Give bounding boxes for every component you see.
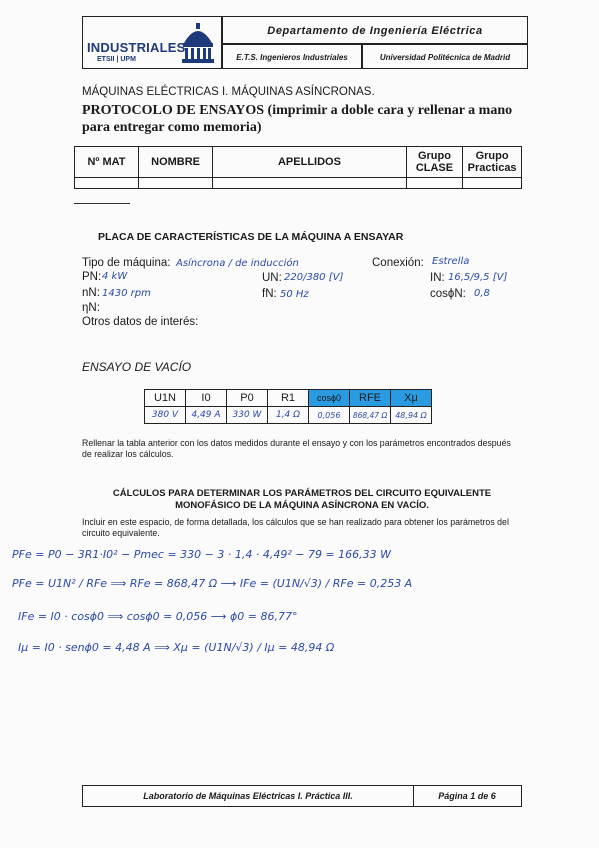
vac-value-r1: 1,4 Ω [268,407,309,424]
vac-value-rfe: 868,47 Ω [350,407,391,424]
header-grupo-clase: Grupo CLASE [406,147,463,178]
un-label: UN: [262,272,282,284]
pn-label: PN: [82,271,102,283]
fn-label: fN: [262,288,277,300]
vac-value-p0: 330 W [227,407,268,424]
footer-page-number: Página 1 de 6 [438,791,496,801]
cos-value: 0,8 [474,288,490,299]
un-value: 220/380 [V] [284,272,344,283]
vac-value-i0: 4,49 A [186,407,227,424]
tipo-label: Tipo de máquina: [82,257,171,269]
vac-value-cos: 0,056 [309,407,350,424]
field-apellidos[interactable] [213,178,406,189]
conexion-label: Conexión: [372,257,424,269]
vac-value-xmu: 48,94 Ω [391,407,432,424]
footer-lab-title: Laboratorio de Máquinas Eléctricas I. Práctica III. [83,786,414,806]
eta-label: ηN: [82,302,100,314]
in-value: 16,5/9,5 [V] [448,272,508,283]
conexion-value: Estrella [432,256,470,267]
vac-header-xmu: Xμ [391,390,432,407]
vac-value-u1n: 380 V [145,407,186,424]
fn-value: 50 Hz [280,289,309,300]
field-nombre[interactable] [138,178,212,189]
tipo-value: Asíncrona / de inducción [176,258,299,269]
field-grupo-practicas[interactable] [463,178,522,189]
calculos-note: Incluir en este espacio, de forma detallada, los cálculos que se han realizado para obtener los parámetros del circuito equivalente. [82,517,509,538]
vac-header-cos: cosϕ0 [309,390,350,407]
school-name: E.T.S. Ingenieros Industriales [222,44,362,69]
calc-line-3: IFe = I0 · cosϕ0 ⟹ cosϕ0 = 0,056 ⟶ ϕ0 = 86,77° [18,610,298,623]
nn-label: nN: [82,287,100,299]
calc-line-2: PFe = U1N² / RFe ⟹ RFe = 868,47 Ω ⟶ IFe = (U1N/√3) / RFe = 0,253 A [12,577,413,590]
footer [82,785,522,807]
vac-header-r1: R1 [268,390,309,407]
department-name: Departamento de Ingeniería Eléctrica [222,16,528,44]
logo-subtext: ETSII | UPM [97,56,136,63]
subject-title: MÁQUINAS ELÉCTRICAS I. MÁQUINAS ASÍNCRONAS. [82,86,375,98]
student-table [74,146,522,189]
otros-label: Otros datos de interés: [82,316,199,328]
field-grupo-clase[interactable] [406,178,463,189]
vacio-note: Rellenar la tabla anterior con los datos medidos durante el ensayo y con los parámetros encontrados después de realizar los cálculos. [82,438,511,459]
pn-value: 4 kW [102,271,128,282]
vac-header-rfe: RFE [350,390,391,407]
dome-icon [181,21,215,65]
in-label: IN: [430,272,445,284]
vac-header-p0: P0 [227,390,268,407]
vacio-table [144,389,432,424]
header-apellidos: APELLIDOS [213,147,406,178]
protocol-title: PROTOCOLO DE ENSAYOS (imprimir a doble cara y rellenar a mano para entregar como memoria) [82,103,513,135]
field-num-mat[interactable] [75,178,139,189]
cos-label: cosϕN: [430,288,466,300]
divider [74,203,130,204]
logo-text: INDUSTRIALES [87,40,186,55]
nn-value: 1430 rpm [102,288,151,299]
calculos-title: CÁLCULOS PARA DETERMINAR LOS PARÁMETROS DEL CIRCUITO EQUIVALENTE MONOFÁSICO DE LA MÁQUINA ASÍNCRONA EN VACÍO. [112,488,492,511]
vac-header-i0: I0 [186,390,227,407]
university-name: Universidad Politécnica de Madrid [362,44,528,69]
header-num-mat: Nº MAT [75,147,139,178]
placa-title: PLACA DE CARACTERÍSTICAS DE LA MÁQUINA A ENSAYAR [98,231,404,243]
header-grupo-practicas: Grupo Practicas [463,147,522,178]
calc-line-4: Iμ = I0 · senϕ0 = 4,48 A ⟹ Xμ = (U1N/√3) / Iμ = 48,94 Ω [18,641,335,654]
vac-header-u1n: U1N [145,390,186,407]
calc-line-1: PFe = P0 − 3R1·I0² − Pmec = 330 − 3 · 1,4 · 4,49² − 79 = 166,33 W [12,548,392,561]
vacio-title: ENSAYO DE VACÍO [82,360,192,374]
header-nombre: NOMBRE [138,147,212,178]
university-logo [82,16,222,69]
